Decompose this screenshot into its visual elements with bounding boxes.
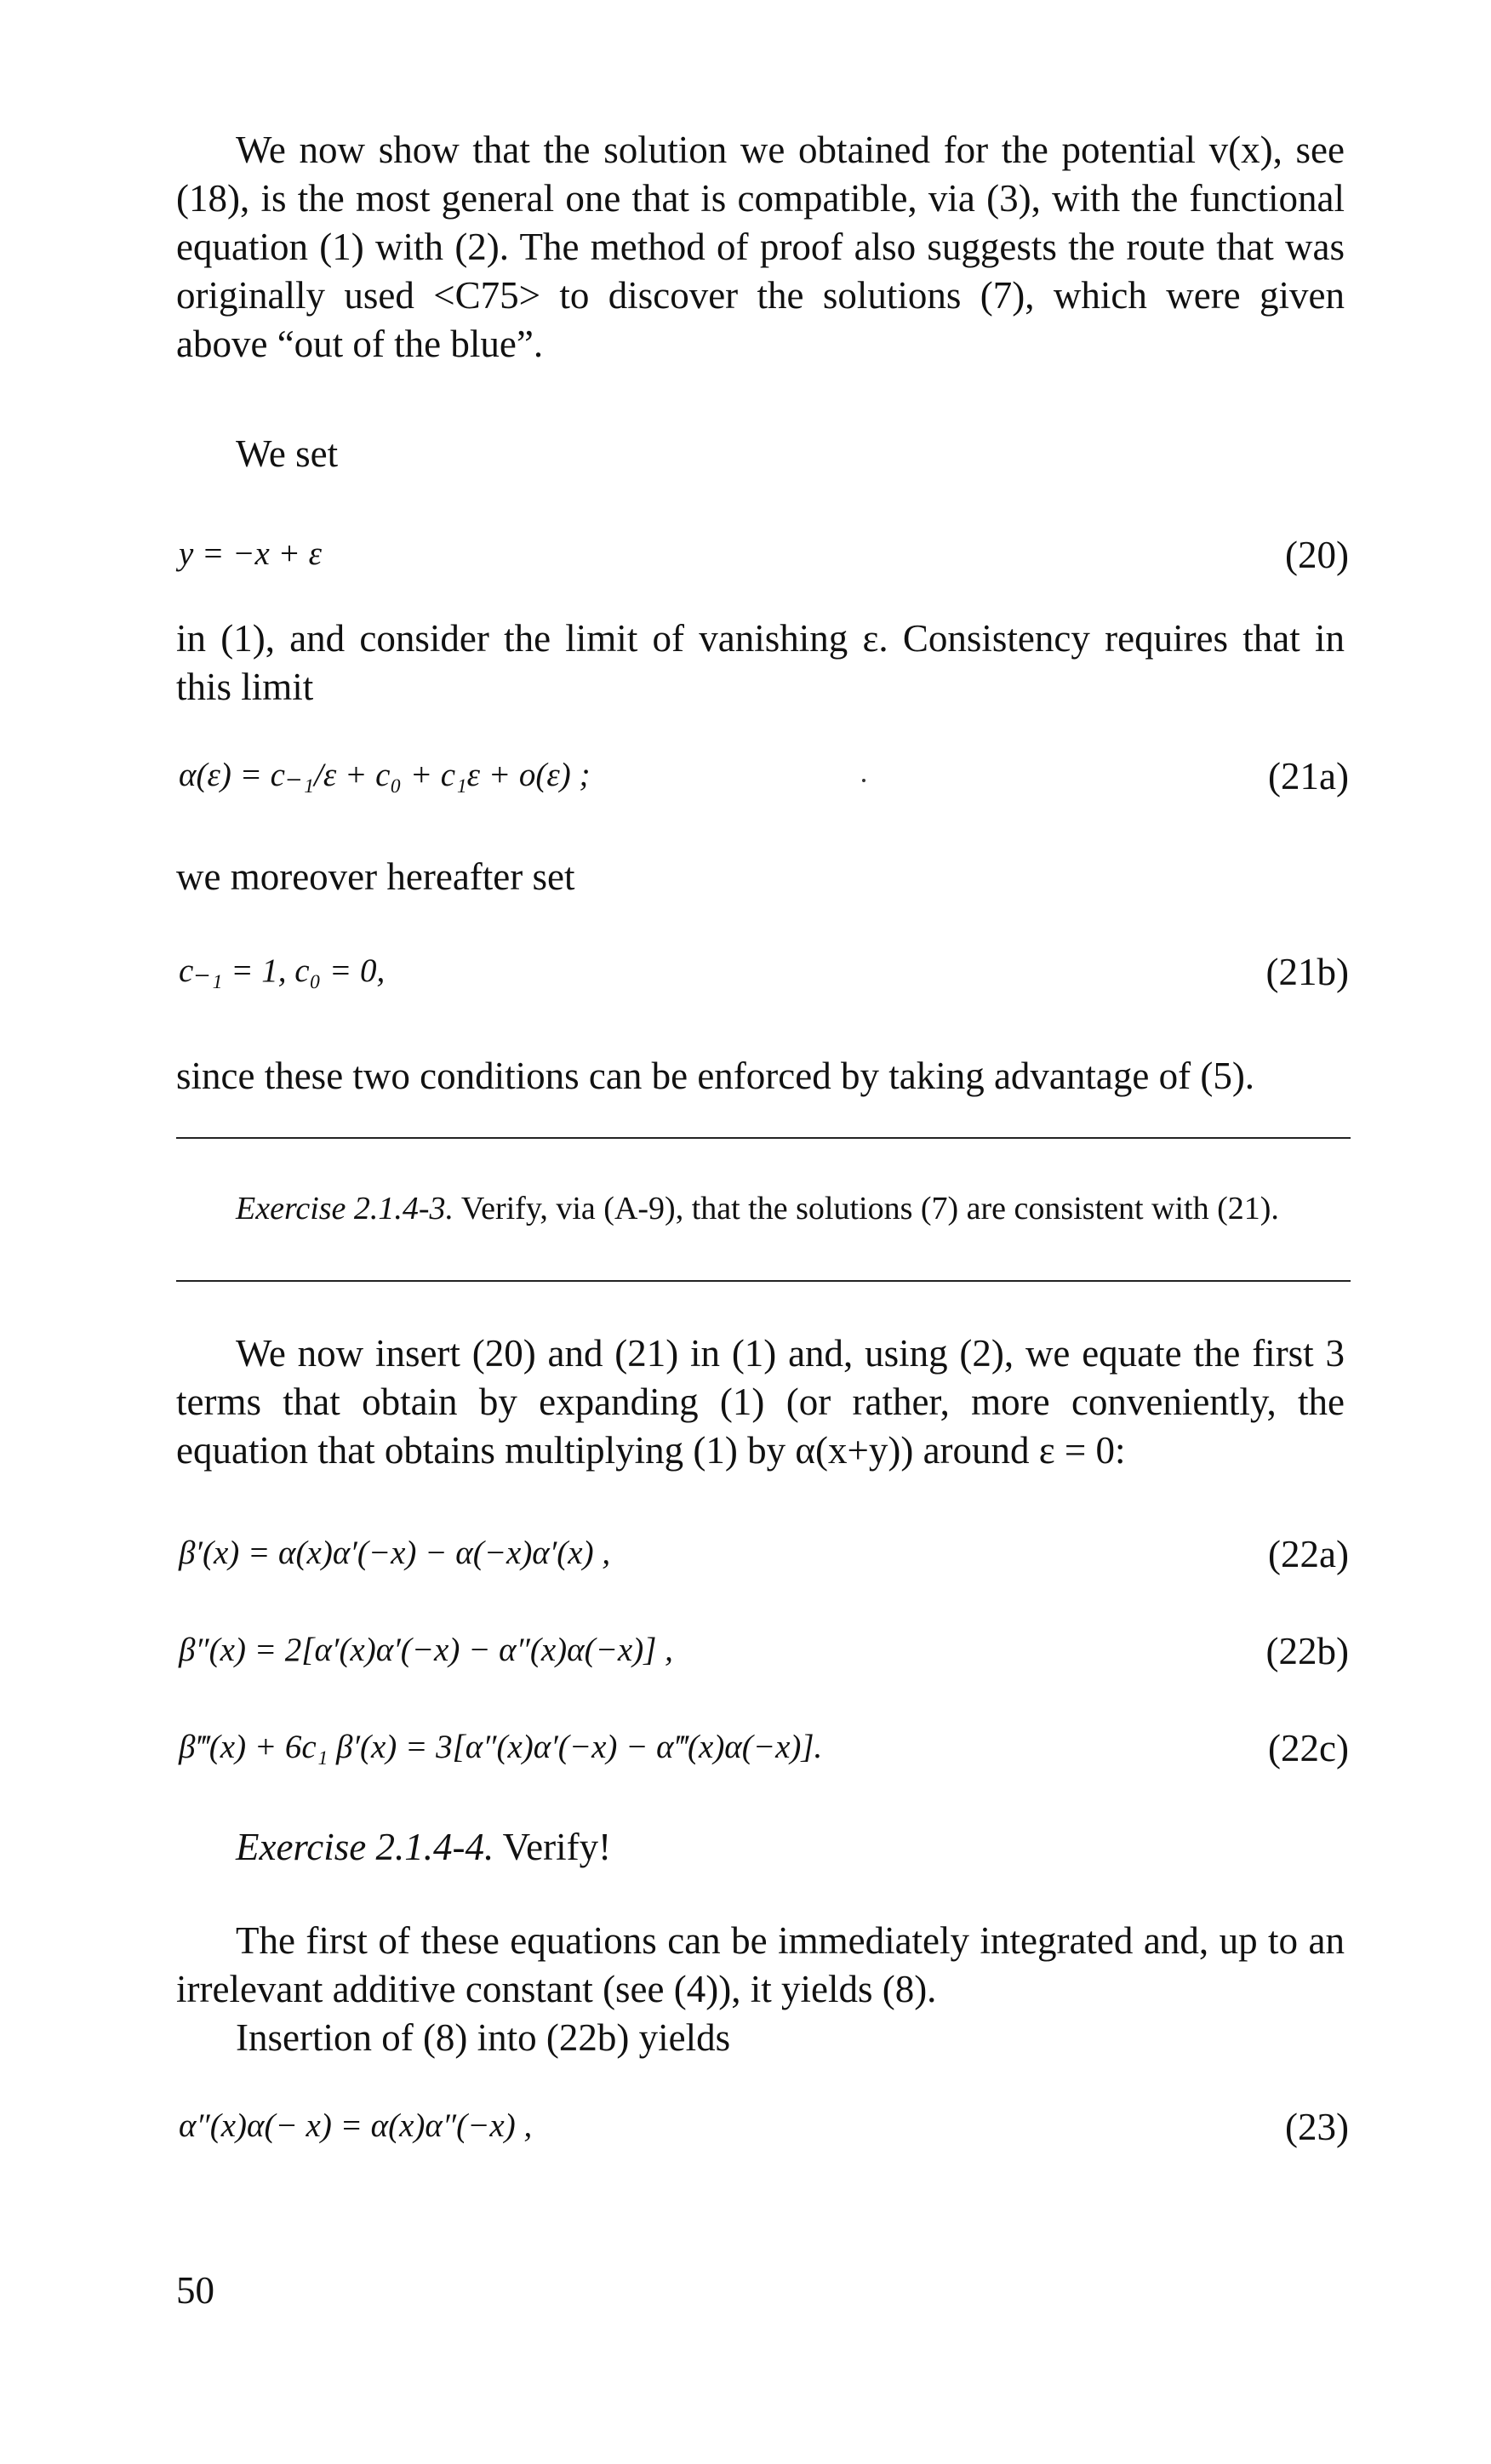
exercise-2-1-4-4-text: Verify!: [494, 1826, 612, 1868]
page-number: 50: [176, 2269, 214, 2312]
exercise-rule-bottom: [176, 1280, 1351, 1282]
exercise-2-1-4-4: [176, 1823, 1345, 1872]
equation-20-body: y = −x + ε: [179, 535, 322, 572]
equation-22b: [179, 1631, 1349, 1682]
paragraph-insertion: Insertion of (8) into (22b) yields: [236, 2016, 731, 2059]
equation-21a-number: (21a): [1268, 755, 1349, 798]
paragraph-conditions: since these two conditions can be enforced by taking advantage of (5).: [176, 1055, 1255, 1097]
exercise-rule-top: [176, 1137, 1351, 1139]
equation-22a-number: (22a): [1268, 1533, 1349, 1575]
paragraph-integrated: The first of these equations can be immediately integrated and, up to an irrelevant additive constant (see (4)), it yields (8).: [176, 1919, 1345, 2010]
equation-20: [179, 535, 1349, 586]
paragraph-1: We now show that the solution we obtained for the potential v(x), see (18), is the most general one that is compatible, via (3), with the functional equation (1) with (2). The method of proof also suggests the route that was originally used <C75> to discover the solutions (7), which were given above “out of the blue”.: [176, 129, 1345, 365]
equation-21b: [179, 952, 1349, 1003]
equation-22a: [179, 1534, 1349, 1585]
paragraph-limit: in (1), and consider the limit of vanishing ε. Consistency requires that in this limit: [176, 617, 1345, 708]
paragraph-we-set: We set: [236, 432, 339, 475]
exercise-2-1-4-3: [236, 1188, 1342, 1229]
equation-23-body: α″(x)α(− x) = α(x)α″(−x) ,: [179, 2107, 533, 2144]
equation-23: [179, 2107, 1349, 2158]
paragraph-hereafter: we moreover hereafter set: [176, 855, 575, 898]
equation-21a-body: α(ε) = c₋₁/ε + c₀ + c₁ε + o(ε) ;: [179, 757, 591, 793]
equation-22b-body: β″(x) = 2[α′(x)α′(−x) − α″(x)α(−x)] ,: [179, 1632, 673, 1668]
equation-21b-number: (21b): [1265, 951, 1349, 993]
equation-22c: [179, 1728, 1349, 1779]
equation-23-number: (23): [1285, 2106, 1349, 2148]
paragraph-insert: We now insert (20) and (21) in (1) and, using (2), we equate the first 3 terms that obtain by expanding (1) (or rather, more conveniently, the equation that obtains multiplying (1) by α(x+y)) around ε = 0:: [176, 1332, 1345, 1472]
equation-21a: [179, 756, 1349, 807]
equation-21b-body: c₋₁ = 1, c₀ = 0,: [179, 952, 386, 989]
exercise-2-1-4-3-label: Exercise 2.1.4-3.: [236, 1191, 454, 1226]
equation-22b-number: (22b): [1265, 1630, 1349, 1672]
equation-22c-body: β‴(x) + 6c₁ β′(x) = 3[α″(x)α′(−x) − α‴(x)α(−x)].: [179, 1729, 823, 1765]
exercise-2-1-4-3-text: Verify, via (A-9), that the solutions (7) are consistent with (21).: [454, 1191, 1279, 1226]
equation-22a-body: β′(x) = α(x)α′(−x) − α(−x)α′(x) ,: [179, 1535, 611, 1571]
stray-dot: [862, 779, 865, 782]
exercise-2-1-4-4-label: Exercise 2.1.4-4.: [236, 1826, 494, 1868]
equation-20-number: (20): [1285, 534, 1349, 576]
equation-22c-number: (22c): [1268, 1727, 1349, 1769]
